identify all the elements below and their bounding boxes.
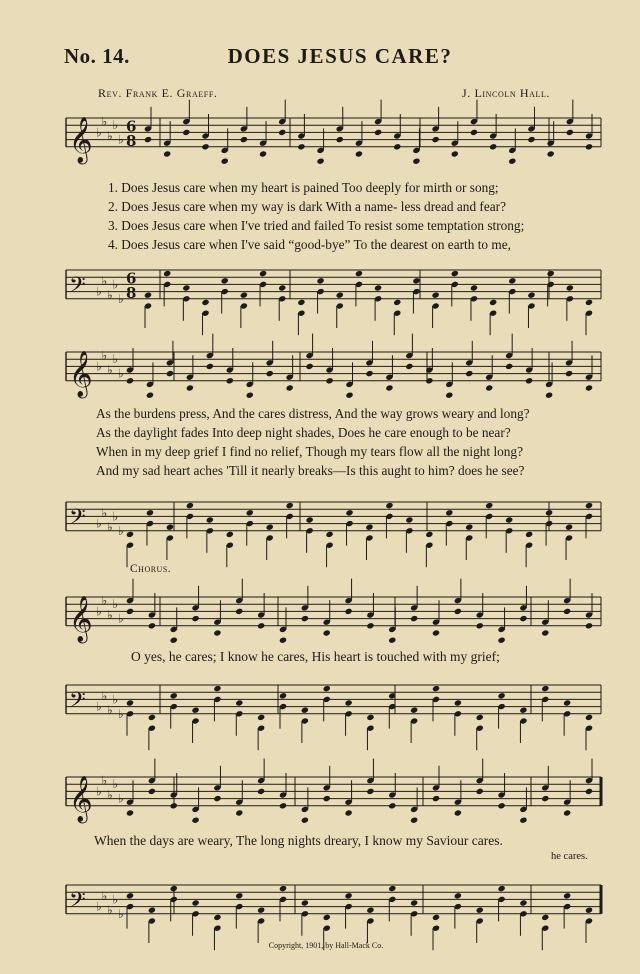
- note-head: [489, 143, 497, 150]
- note-head: [566, 129, 574, 136]
- note-head: [301, 615, 309, 622]
- note-head: [412, 277, 420, 284]
- note-head: [405, 516, 413, 523]
- note-head: [240, 136, 248, 143]
- verse-3-line-2: When in my deep grief I find no relief, Though my tears flow all the night long?: [96, 444, 523, 459]
- flat-sign-icon: ♭: [107, 903, 113, 918]
- flat-sign-icon: ♭: [112, 597, 119, 612]
- flat-sign-icon: ♭: [96, 784, 102, 799]
- note-head: [525, 377, 533, 384]
- flat-sign-icon: ♭: [118, 611, 124, 626]
- note-head: [182, 284, 190, 291]
- note-head: [476, 907, 484, 914]
- note-head: [365, 524, 373, 531]
- note-head: [144, 292, 152, 299]
- treble-clef-icon: 𝄞: [69, 775, 93, 822]
- note-head: [259, 150, 267, 157]
- treble-clef-icon: 𝄞: [69, 116, 93, 163]
- flat-sign-icon: ♭: [112, 277, 119, 292]
- flat-sign-icon: ♭: [101, 348, 108, 363]
- note-head: [146, 509, 154, 516]
- note-head: [445, 392, 453, 399]
- note-head: [365, 370, 373, 377]
- note-head: [279, 692, 287, 699]
- note-head: [541, 685, 549, 692]
- treble-staff-system-3: [0, 575, 640, 655]
- note-head: [286, 384, 294, 391]
- note-head: [191, 707, 199, 714]
- note-head: [240, 292, 248, 299]
- note-head: [297, 299, 305, 306]
- note-head: [166, 370, 174, 377]
- bass-clef-icon: 𝄢: [69, 504, 86, 535]
- note-head: [465, 370, 473, 377]
- note-head: [186, 502, 194, 509]
- note-head: [163, 150, 171, 157]
- bass-staff-system-4: [0, 865, 640, 945]
- note-head: [476, 714, 484, 721]
- note-head: [497, 637, 505, 644]
- note-head: [374, 129, 382, 136]
- chorus-lyric-line-1: O yes, he cares; I know he cares, His heart is touched with my grief;: [131, 649, 500, 664]
- bass-clef-icon: 𝄢: [69, 687, 86, 718]
- flat-sign-icon: ♭: [101, 593, 108, 608]
- note-head: [585, 299, 593, 306]
- flat-sign-icon: ♭: [107, 129, 113, 143]
- note-head: [425, 531, 433, 538]
- time-signature: 8: [126, 283, 137, 302]
- note-head: [259, 270, 267, 277]
- note-head: [585, 384, 593, 391]
- flat-sign-icon: ♭: [107, 288, 113, 303]
- note-head: [432, 914, 440, 921]
- note-head: [497, 692, 505, 699]
- flat-sign-icon: ♭: [96, 125, 102, 140]
- note-head: [182, 129, 190, 136]
- note-head: [388, 637, 396, 644]
- note-head: [163, 270, 171, 277]
- note-head: [126, 699, 134, 706]
- note-head: [213, 685, 221, 692]
- note-head: [279, 637, 287, 644]
- note-head: [323, 629, 331, 636]
- note-head: [505, 516, 513, 523]
- note-head: [316, 277, 324, 284]
- note-head: [451, 270, 459, 277]
- note-head: [306, 363, 314, 370]
- note-head: [489, 299, 497, 306]
- note-head: [485, 502, 493, 509]
- note-head: [565, 524, 573, 531]
- note-head: [323, 795, 331, 802]
- note-head: [191, 899, 199, 906]
- note-head: [213, 795, 221, 802]
- flat-sign-icon: ♭: [107, 703, 113, 718]
- note-head: [148, 714, 156, 721]
- note-head: [221, 158, 229, 165]
- note-head: [191, 817, 199, 824]
- flat-sign-icon: ♭: [107, 363, 113, 377]
- flat-sign-icon: ♭: [96, 604, 102, 619]
- note-head: [563, 809, 571, 816]
- note-head: [344, 699, 352, 706]
- note-head: [565, 370, 573, 377]
- bass-staff-system-3: [0, 665, 640, 745]
- note-head: [393, 143, 401, 150]
- flat-sign-icon: ♭: [118, 366, 124, 381]
- verse-4-line-2: And my sad heart aches 'Till it nearly breaks—Is this aught to him? does he see?: [96, 463, 525, 478]
- note-head: [226, 531, 234, 538]
- composer-credit: J. Lincoln Hall.: [462, 86, 551, 100]
- note-head: [257, 907, 265, 914]
- note-head: [148, 788, 156, 795]
- note-head: [186, 384, 194, 391]
- flat-sign-icon: ♭: [118, 132, 124, 147]
- note-head: [547, 150, 555, 157]
- note-head: [385, 502, 393, 509]
- flat-sign-icon: ♭: [96, 899, 102, 914]
- verse-2-line-1: 2. Does Jesus care when my way is dark With a name- less dread and fear?: [108, 199, 506, 214]
- note-head: [279, 802, 287, 809]
- note-head: [541, 914, 549, 921]
- note-head: [336, 292, 344, 299]
- note-head: [257, 788, 265, 795]
- note-head: [235, 892, 243, 899]
- note-head: [201, 143, 209, 150]
- flat-sign-icon: ♭: [118, 906, 124, 921]
- note-head: [527, 136, 535, 143]
- time-signature: 6: [126, 269, 137, 288]
- note-head: [508, 277, 516, 284]
- note-head: [519, 817, 527, 824]
- note-head: [432, 136, 440, 143]
- note-head: [301, 817, 309, 824]
- note-head: [454, 699, 462, 706]
- note-head: [388, 885, 396, 892]
- note-head: [126, 377, 134, 384]
- note-head: [451, 150, 459, 157]
- note-head: [206, 516, 214, 523]
- note-head: [585, 502, 593, 509]
- note-head: [566, 284, 574, 291]
- note-head: [323, 685, 331, 692]
- note-head: [345, 392, 353, 399]
- hymn-number: No. 14.: [64, 44, 130, 68]
- note-head: [301, 707, 309, 714]
- note-head: [519, 899, 527, 906]
- note-head: [374, 284, 382, 291]
- note-head: [485, 384, 493, 391]
- note-head: [257, 622, 265, 629]
- flat-sign-icon: ♭: [107, 608, 113, 622]
- note-head: [393, 299, 401, 306]
- note-head: [470, 129, 478, 136]
- note-head: [226, 377, 234, 384]
- note-head: [476, 622, 484, 629]
- bass-staff-system-2: [0, 480, 640, 560]
- flat-sign-icon: ♭: [96, 699, 102, 714]
- note-head: [525, 531, 533, 538]
- flat-sign-icon: ♭: [96, 284, 102, 299]
- note-head: [206, 363, 214, 370]
- note-head: [166, 524, 174, 531]
- chorus-lyric-line-2: When the days are weary, The long nights dreary, I know my Saviour cares.: [94, 833, 503, 848]
- time-signature: 8: [126, 131, 137, 150]
- note-head: [246, 392, 254, 399]
- note-head: [541, 795, 549, 802]
- treble-clef-icon: 𝄞: [69, 350, 93, 397]
- note-head: [366, 714, 374, 721]
- note-head: [519, 615, 527, 622]
- note-head: [432, 629, 440, 636]
- treble-staff-system-4: [0, 755, 640, 845]
- note-head: [126, 809, 134, 816]
- flat-sign-icon: ♭: [96, 516, 102, 531]
- note-head: [286, 502, 294, 509]
- note-head: [355, 150, 363, 157]
- note-head: [278, 129, 286, 136]
- note-head: [585, 622, 593, 629]
- note-head: [385, 384, 393, 391]
- note-head: [497, 885, 505, 892]
- note-head: [336, 136, 344, 143]
- note-head: [279, 885, 287, 892]
- note-head: [527, 292, 535, 299]
- note-head: [278, 284, 286, 291]
- flat-sign-icon: ♭: [101, 273, 108, 288]
- note-head: [316, 158, 324, 165]
- note-head: [563, 699, 571, 706]
- note-head: [432, 685, 440, 692]
- note-head: [585, 714, 593, 721]
- note-head: [170, 692, 178, 699]
- note-head: [388, 802, 396, 809]
- note-head: [366, 622, 374, 629]
- note-head: [545, 392, 553, 399]
- note-head: [301, 899, 309, 906]
- note-head: [563, 608, 571, 615]
- note-head: [170, 637, 178, 644]
- note-head: [221, 277, 229, 284]
- note-head: [410, 615, 418, 622]
- note-head: [325, 531, 333, 538]
- note-head: [144, 136, 152, 143]
- flat-sign-icon: ♭: [118, 523, 124, 538]
- verse-1-line-1: 1. Does Jesus care when my heart is pained Too deeply for mirth or song;: [108, 180, 499, 195]
- note-head: [126, 531, 134, 538]
- flat-sign-icon: ♭: [112, 692, 119, 707]
- verses-part-2: [96, 404, 606, 480]
- flat-sign-icon: ♭: [118, 291, 124, 306]
- flat-sign-icon: ♭: [96, 359, 102, 374]
- note-head: [497, 802, 505, 809]
- note-head: [366, 907, 374, 914]
- note-head: [432, 795, 440, 802]
- verse-3-line-1: 3. Does Jesus care when I've tried and failed To resist some temptation strong;: [108, 218, 525, 233]
- note-head: [235, 809, 243, 816]
- note-head: [470, 284, 478, 291]
- note-head: [325, 377, 333, 384]
- note-head: [405, 363, 413, 370]
- verse-2-line-2: As the daylight fades Into deep night shades, Does he care enough to be near?: [96, 425, 511, 440]
- note-head: [246, 509, 254, 516]
- note-head: [476, 788, 484, 795]
- note-head: [508, 158, 516, 165]
- note-head: [126, 608, 134, 615]
- note-head: [505, 363, 513, 370]
- chorus-label: Chorus.: [130, 563, 172, 575]
- copyright-notice: Copyright, 1901, by Hall-Mack Co.: [268, 941, 384, 950]
- note-head: [454, 809, 462, 816]
- note-head: [266, 524, 274, 531]
- note-head: [126, 892, 134, 899]
- note-head: [410, 899, 418, 906]
- bass-staff-system-1: [0, 250, 640, 330]
- treble-staff-system-1: [0, 100, 640, 180]
- note-head: [410, 707, 418, 714]
- treble-clef-icon: 𝄞: [69, 595, 93, 642]
- verse-1-line-2: As the burdens press, And the cares distress, And the way grows weary and long?: [96, 406, 530, 421]
- note-head: [266, 370, 274, 377]
- flat-sign-icon: ♭: [107, 520, 113, 535]
- note-head: [344, 892, 352, 899]
- note-head: [345, 509, 353, 516]
- treble-staff-system-2: [0, 330, 640, 410]
- note-head: [323, 914, 331, 921]
- flat-sign-icon: ♭: [118, 791, 124, 806]
- flat-sign-icon: ♭: [118, 706, 124, 721]
- note-head: [201, 299, 209, 306]
- note-head: [445, 509, 453, 516]
- hymn-title: DOES JESUS CARE?: [227, 44, 453, 68]
- note-head: [465, 524, 473, 531]
- note-head: [191, 615, 199, 622]
- note-head: [235, 608, 243, 615]
- note-head: [297, 143, 305, 150]
- flat-sign-icon: ♭: [112, 777, 119, 792]
- note-head: [148, 907, 156, 914]
- flat-sign-icon: ♭: [112, 892, 119, 907]
- flat-sign-icon: ♭: [112, 118, 119, 133]
- note-head: [146, 392, 154, 399]
- bass-clef-icon: 𝄢: [69, 272, 86, 303]
- note-head: [425, 377, 433, 384]
- note-head: [454, 892, 462, 899]
- flat-sign-icon: ♭: [112, 352, 119, 367]
- time-signature: 6: [126, 117, 137, 136]
- note-head: [213, 629, 221, 636]
- note-head: [213, 914, 221, 921]
- verse-4-line-1: 4. Does Jesus care when I've said “good-bye” To the dearest on earth to me,: [108, 237, 511, 252]
- flat-sign-icon: ♭: [101, 688, 108, 703]
- verses-part-1: [108, 178, 618, 254]
- note-head: [148, 622, 156, 629]
- flat-sign-icon: ♭: [101, 773, 108, 788]
- chorus-echo-lyric: he cares.: [551, 851, 588, 862]
- note-head: [410, 817, 418, 824]
- note-head: [170, 885, 178, 892]
- note-head: [585, 907, 593, 914]
- note-head: [412, 158, 420, 165]
- bass-clef-icon: 𝄢: [69, 887, 86, 918]
- note-head: [545, 509, 553, 516]
- note-head: [432, 292, 440, 299]
- lyricist-credit: Rev. Frank E. Graeff.: [98, 86, 218, 100]
- flat-sign-icon: ♭: [107, 788, 113, 802]
- note-head: [235, 699, 243, 706]
- note-head: [344, 809, 352, 816]
- note-head: [547, 270, 555, 277]
- note-head: [541, 629, 549, 636]
- note-head: [454, 608, 462, 615]
- note-head: [170, 802, 178, 809]
- note-head: [563, 892, 571, 899]
- note-head: [306, 516, 314, 523]
- note-head: [519, 707, 527, 714]
- flat-sign-icon: ♭: [101, 114, 108, 129]
- note-head: [585, 143, 593, 150]
- flat-sign-icon: ♭: [101, 888, 108, 903]
- flat-sign-icon: ♭: [101, 505, 108, 520]
- note-head: [585, 788, 593, 795]
- note-head: [257, 714, 265, 721]
- note-head: [355, 270, 363, 277]
- note-head: [344, 608, 352, 615]
- flat-sign-icon: ♭: [112, 509, 119, 524]
- note-head: [366, 788, 374, 795]
